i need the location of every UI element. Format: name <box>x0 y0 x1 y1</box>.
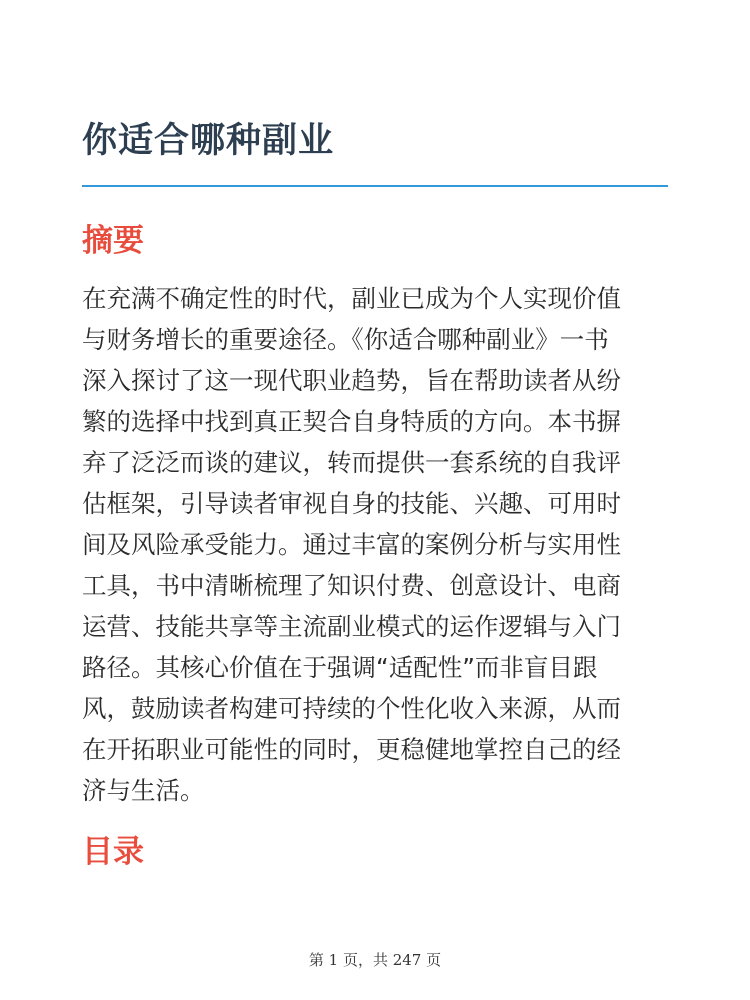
abstract-line: 济与生活。 <box>82 776 205 805</box>
abstract-line: 估框架，引导读者审视自身的技能、兴趣、可用时 <box>82 489 621 518</box>
abstract-line: 运营、技能共享等主流副业模式的运作逻辑与入门 <box>82 612 621 641</box>
abstract-line: 风，鼓励读者构建可持续的个性化收入来源，从而 <box>82 694 621 723</box>
abstract-line: 工具，书中清晰梳理了知识付费、创意设计、电商 <box>82 571 621 600</box>
page-number-footer: 第 1 页，共 247 页 <box>308 951 442 969</box>
abstract-body <box>82 278 672 811</box>
abstract-heading: 摘要 <box>82 223 144 259</box>
abstract-line: 路径。其核心价值在于强调“适配性”而非盲目跟 <box>82 653 598 682</box>
abstract-line: 深入探讨了这一现代职业趋势，旨在帮助读者从纷 <box>82 366 621 395</box>
abstract-line: 在开拓职业可能性的同时，更稳健地掌控自己的经 <box>82 735 621 764</box>
abstract-line: 间及风险承受能力。通过丰富的案例分析与实用性 <box>82 530 621 559</box>
abstract-line: 繁的选择中找到真正契合自身特质的方向。本书摒 <box>82 407 621 436</box>
document-title: 你适合哪种副业 <box>82 121 335 161</box>
title-divider <box>82 185 668 187</box>
abstract-line: 在充满不确定性的时代，副业已成为个人实现价值 <box>82 284 621 313</box>
abstract-line: 弃了泛泛而谈的建议，转而提供一套系统的自我评 <box>82 448 621 477</box>
abstract-line: 与财务增长的重要途径。《你适合哪种副业》一书 <box>82 325 609 354</box>
toc-heading: 目录 <box>82 834 144 870</box>
